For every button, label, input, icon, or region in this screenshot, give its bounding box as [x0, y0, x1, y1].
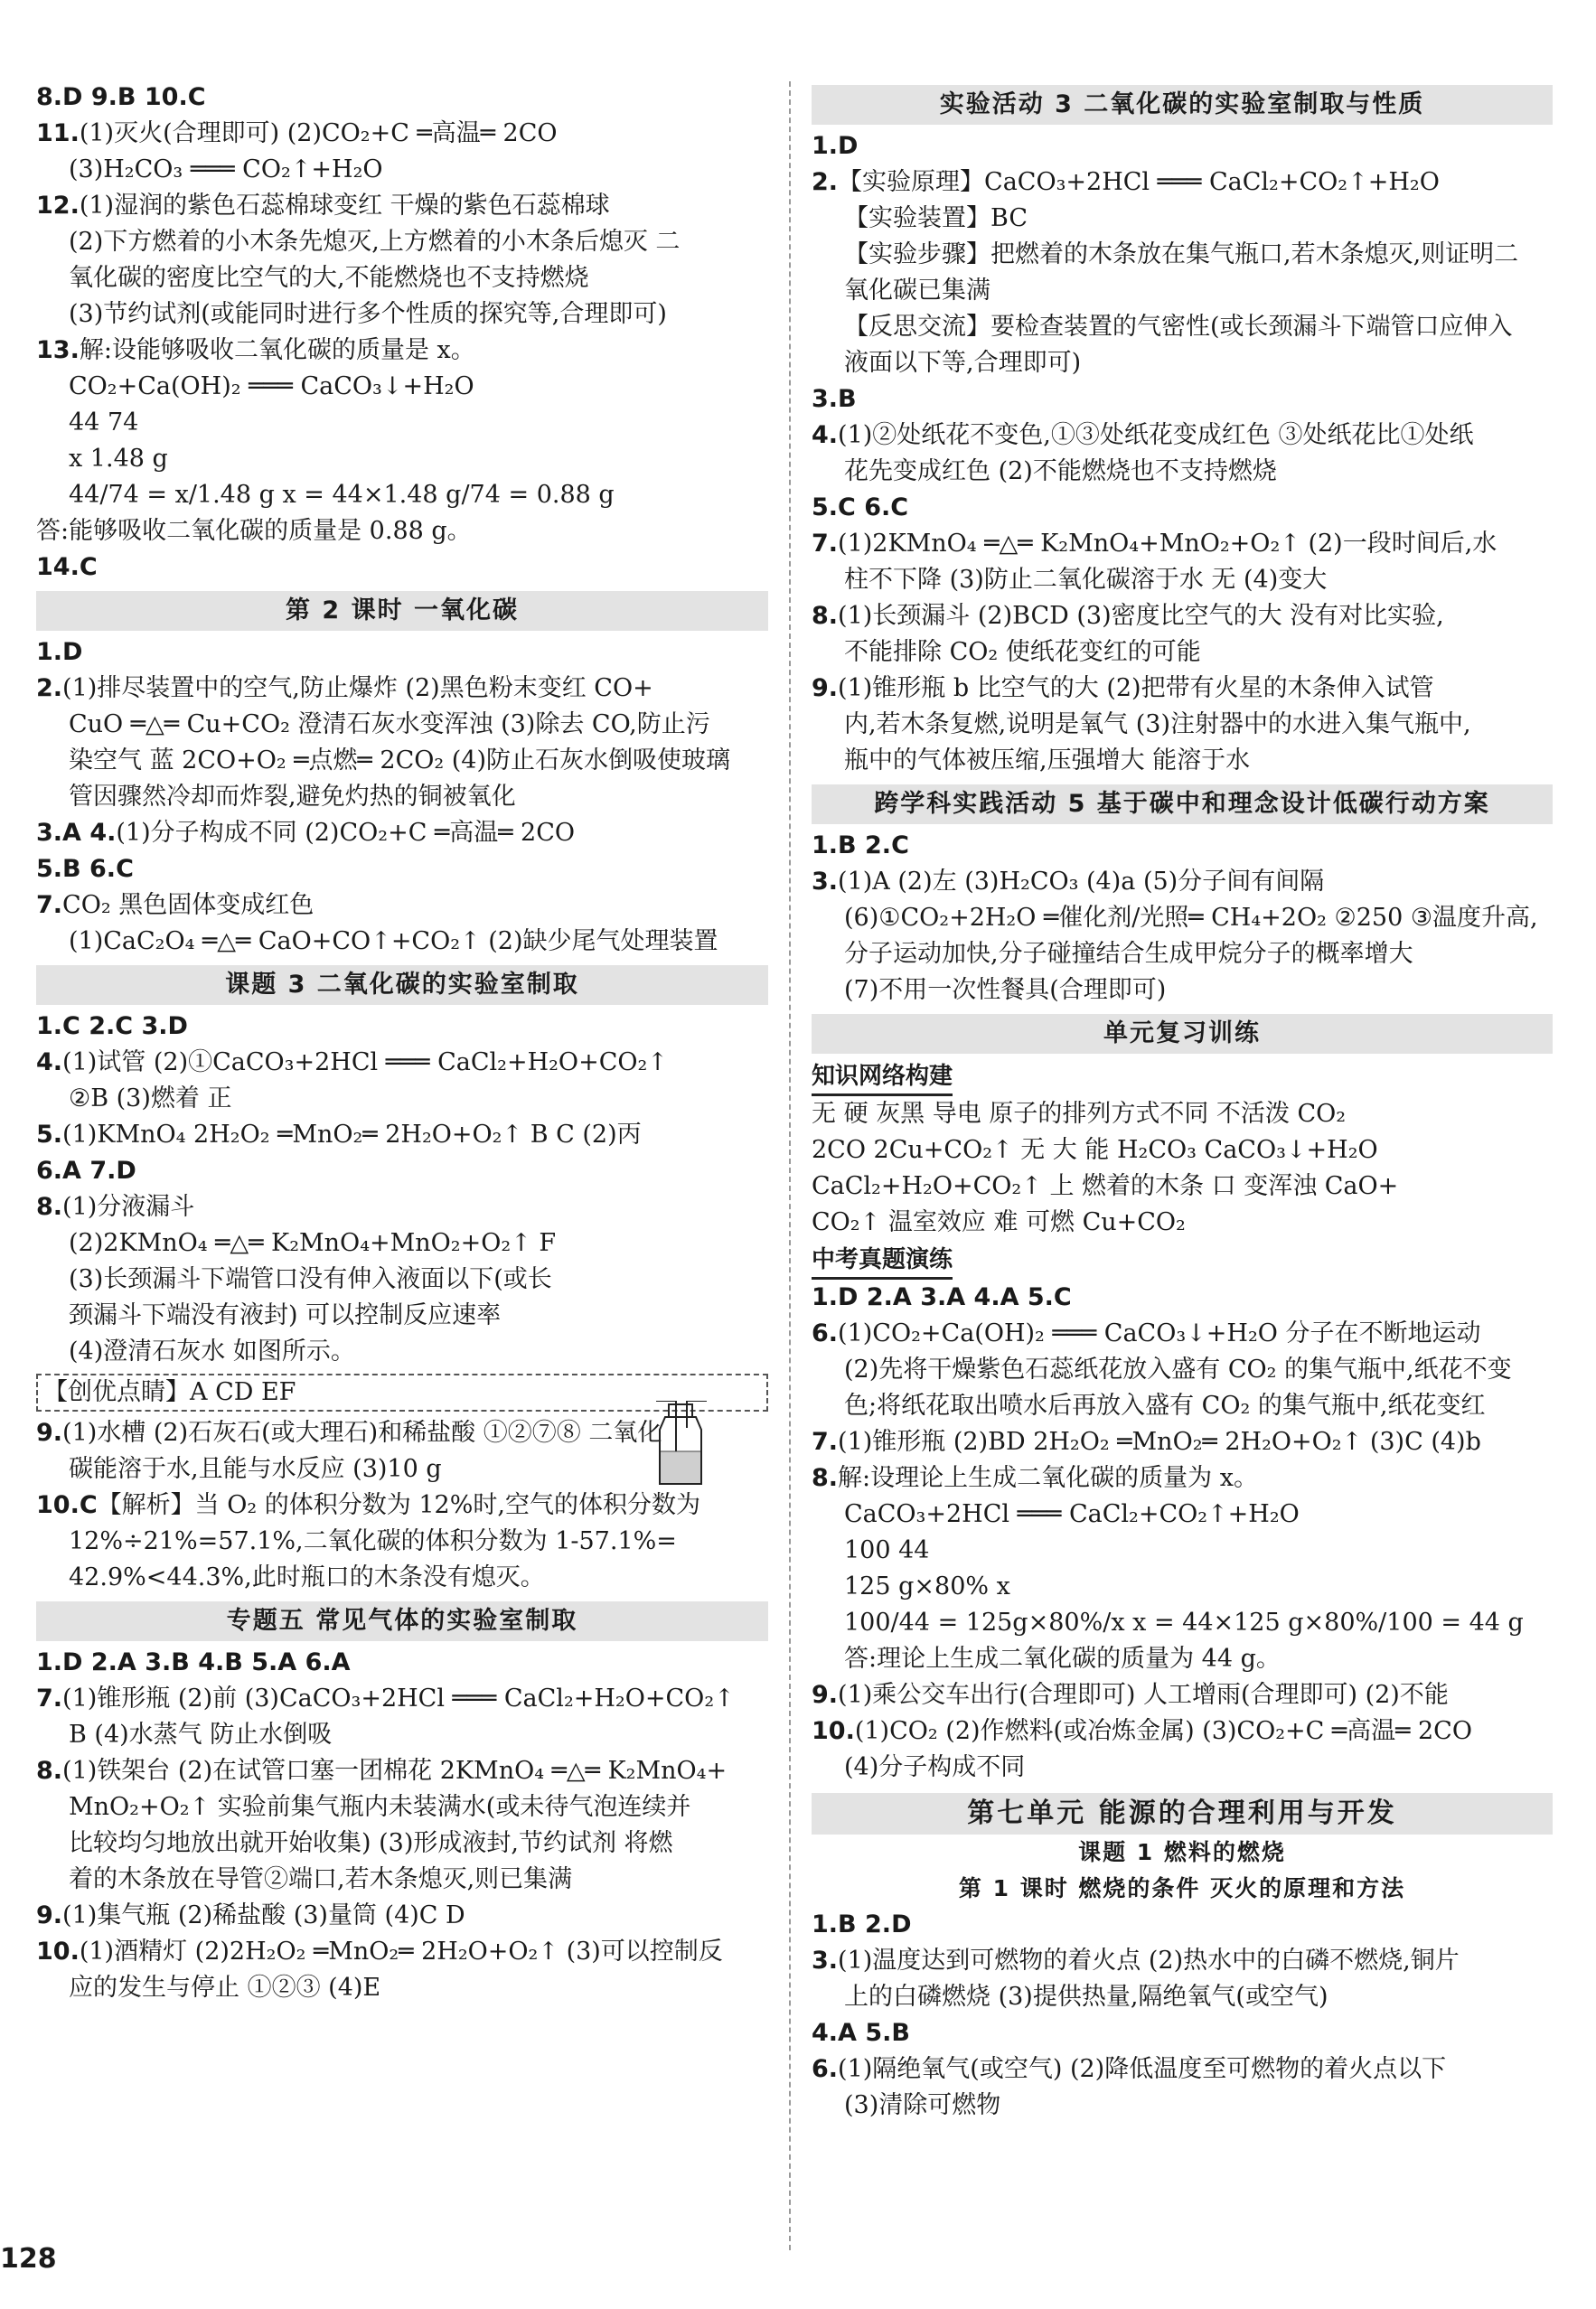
answer-text: (1)水槽 (2)石灰石(或大理石)和稀盐酸 ①②⑦⑧ 二氧化	[62, 1419, 662, 1447]
answer-text: (1)长颈漏斗 (2)BCD (3)密度比空气的大 没有对比实验,	[838, 602, 1444, 630]
answer-line	[36, 1753, 768, 1789]
answer-line	[812, 128, 1553, 164]
question-number: 1.C 2.C 3.D	[36, 1012, 188, 1040]
question-number: 12.	[36, 192, 80, 220]
answer-text: (1)铁架台 (2)在试管口塞一团棉花 2KMnO₄ ═△═ K₂MnO₄+	[62, 1757, 728, 1785]
answer-text: 42.9%<44.3%,此时瓶口的木条没有熄灭。	[69, 1563, 545, 1591]
answer-text: (3)清除可燃物	[844, 2091, 1001, 2119]
answer-text: (2)先将干燥紫色石蕊纸花放入盛有 CO₂ 的集气瓶中,纸花不变	[844, 1356, 1512, 1384]
answer-line	[812, 1096, 1553, 1132]
answer-text: (1)隔绝氧气(或空气) (2)降低温度至可燃物的着火点以下	[838, 2055, 1447, 2083]
answer-text: 着的木条放在导管②端口,若木条熄灭,则已集满	[69, 1865, 573, 1893]
answer-line	[36, 887, 768, 924]
answer-text: (1)CaC₂O₄ ═△═ CaO+CO↑+CO₂↑ (2)缺少尾气处理装置	[69, 927, 718, 955]
answer-line	[36, 1189, 768, 1225]
section-heading: 单元复习训练	[812, 1014, 1553, 1054]
answer-line	[812, 381, 1553, 418]
answer-line	[36, 152, 768, 188]
answer-line	[812, 1641, 1553, 1677]
answer-line	[36, 1298, 768, 1334]
question-number: 9.	[36, 1901, 63, 1929]
answer-text: CO₂ 黑色固体变成红色	[62, 891, 315, 919]
answer-text: 12%÷21%=57.1%,二氧化碳的体积分数为 1-57.1%=	[69, 1527, 677, 1555]
answer-line	[36, 1009, 768, 1045]
answer-line	[812, 309, 1553, 345]
answer-text: 【实验装置】BC	[844, 204, 1028, 232]
answer-text: CaCO₃+2HCl ═══ CaCl₂+CO₂↑+H₂O	[844, 1500, 1300, 1528]
question-number: 7.	[812, 530, 839, 558]
answer-line	[812, 936, 1553, 972]
subsection-tag: 中考真题演练	[812, 1243, 953, 1280]
answer-text: (1)分液漏斗	[62, 1193, 195, 1221]
answer-text: (3)节约试剂(或能同时进行多个性质的探究等,合理即可)	[69, 300, 667, 328]
question-number: 1.B 2.D	[812, 1910, 912, 1938]
answer-text: (1)集气瓶 (2)稀盐酸 (3)量筒 (4)C D	[62, 1901, 465, 1929]
answer-text: 氧化碳已集满	[844, 277, 990, 305]
answer-text: (1)②处纸花不变色,①③处纸花变成红色 ③处纸花比①处纸	[838, 421, 1474, 449]
question-number: 8.D 9.B 10.C	[36, 83, 206, 111]
answer-line	[812, 1388, 1553, 1424]
question-number: 1.D	[36, 638, 83, 666]
answer-line	[36, 513, 768, 549]
answer-line	[812, 1677, 1553, 1713]
answer-line	[36, 80, 768, 116]
answer-text: (1)酒精灯 (2)2H₂O₂ ═MnO₂═ 2H₂O+O₂↑ (3)可以控制反	[79, 1938, 723, 1966]
answer-text: 答:能够吸收二氧化碳的质量是 0.88 g。	[36, 517, 472, 545]
answer-line	[812, 671, 1553, 707]
question-number: 14.C	[36, 553, 98, 581]
column-divider	[789, 81, 791, 2250]
right-column	[812, 80, 1553, 2124]
answer-text: 不能排除 CO₂ 使纸花变红的可能	[844, 638, 1201, 666]
answer-text: 碳能溶于水,且能与水反应 (3)10 g	[69, 1455, 442, 1483]
answer-text: ②B (3)燃着 正	[69, 1084, 232, 1112]
question-number: 10.C	[36, 1491, 98, 1519]
answer-text: 颈漏斗下端没有液封) 可以控制反应速率	[69, 1301, 502, 1329]
answer-text: 【实验步骤】把燃着的木条放在集气瓶口,若木条熄灭,则证明二	[844, 240, 1519, 268]
answer-line	[36, 1334, 768, 1370]
answer-text: 柱不下降 (3)防止二氧化碳溶于水 无 (4)变大	[844, 566, 1328, 594]
answer-line	[812, 1460, 1553, 1497]
answer-text: 应的发生与停止 ①②③ (4)E	[69, 1974, 381, 2002]
question-number: 9.	[36, 1419, 63, 1447]
answer-line	[812, 454, 1553, 490]
answer-text: 【反思交流】要检查装置的气密性(或长颈漏斗下端管口应伸入	[844, 313, 1513, 341]
answer-text: (1)锥形瓶 (2)BD 2H₂O₂ ═MnO₂═ 2H₂O+O₂↑ (3)C (4)b	[838, 1428, 1481, 1456]
answer-line	[812, 828, 1553, 864]
answer-text: (7)不用一次性餐具(合理即可)	[844, 976, 1167, 1004]
answer-line	[36, 1717, 768, 1753]
answer-line	[36, 188, 768, 224]
answer-line	[36, 1117, 768, 1153]
answer-text: (1)湿润的紫色石蕊棉球变红 干燥的紫色石蕊棉球	[79, 192, 610, 220]
section-heading: 实验活动 3 二氧化碳的实验室制取与性质	[812, 85, 1553, 125]
answer-text: 内,若木条复燃,说明是氧气 (3)注射器中的水进入集气瓶中,	[844, 710, 1471, 738]
answer-text: 比较均匀地放出就开始收集) (3)形成液封,节约试剂 将燃	[69, 1829, 673, 1857]
answer-line	[36, 1262, 768, 1298]
answer-text: 无 硬 灰黑 导电 原子的排列方式不同 不活泼 CO₂	[812, 1100, 1347, 1128]
page-number: 128	[0, 2243, 57, 2275]
question-number: 9.	[812, 1681, 839, 1709]
answer-text: (1)排尽装置中的空气,防止爆炸 (2)黑色粉末变红 CO+	[62, 674, 653, 702]
answer-line	[812, 237, 1553, 273]
answer-line	[36, 851, 768, 887]
answer-line	[812, 1605, 1553, 1641]
section-heading: 跨学科实践活动 5 基于碳中和理念设计低碳行动方案	[812, 784, 1553, 824]
answer-line	[36, 1560, 768, 1596]
answer-text: 【解析】当 O₂ 的体积分数为 12%时,空气的体积分数为	[97, 1491, 700, 1519]
answer-text: (6)①CO₂+2H₂O ═催化剂/光照═ CH₄+2O₂ ②250 ③温度升高,	[844, 904, 1538, 932]
answer-line	[812, 418, 1553, 454]
answer-line	[36, 1488, 768, 1524]
answer-text: 解:设能够吸收二氧化碳的质量是 x。	[79, 336, 475, 364]
answer-line	[36, 441, 768, 477]
question-number: 9.	[812, 674, 839, 702]
tip-box: 【创优点睛】A CD EF	[36, 1374, 768, 1412]
question-number: 6.	[812, 2055, 839, 2083]
answer-text: 瓶中的气体被压缩,压强增大 能溶于水	[844, 746, 1251, 774]
answer-text: 管因骤然冷却而炸裂,避免灼热的铜被氧化	[69, 783, 516, 811]
answer-line	[812, 2088, 1553, 2124]
answer-line	[812, 1533, 1553, 1569]
answer-text: 100/44 = 125g×80%/x x = 44×125 g×80%/100 = 44 g	[844, 1609, 1524, 1637]
question-number: 11.	[36, 119, 80, 147]
answer-line	[36, 743, 768, 779]
question-number: 13.	[36, 336, 80, 364]
answer-line	[812, 2015, 1553, 2051]
answer-text: 花先变成红色 (2)不能燃烧也不支持燃烧	[844, 457, 1277, 485]
answer-text: (4)分子构成不同	[844, 1753, 1026, 1781]
answer-line	[812, 1316, 1553, 1352]
question-number: 3.B	[812, 385, 857, 413]
answer-text: (1)试管 (2)①CaCO₃+2HCl ═══ CaCl₂+H₂O+CO₂↑	[62, 1048, 668, 1076]
answer-line	[36, 1153, 768, 1189]
question-number: 6.A 7.D	[36, 1157, 136, 1185]
answer-line	[36, 1524, 768, 1560]
question-number: 1.B 2.C	[812, 831, 909, 859]
answer-text: 染空气 蓝 2CO+O₂ ═点燃═ 2CO₂ (4)防止石灰水倒吸使玻璃	[69, 746, 731, 774]
answer-line	[812, 345, 1553, 381]
question-number: 1.D 2.A 3.B 4.B 5.A 6.A	[36, 1648, 351, 1676]
question-number: 1.D	[812, 132, 859, 160]
answer-line	[36, 1970, 768, 2006]
answer-line	[36, 549, 768, 586]
answer-text: (1)锥形瓶 (2)前 (3)CaCO₃+2HCl ═══ CaCl₂+H₂O+CO₂↑	[62, 1685, 735, 1713]
answer-line	[812, 273, 1553, 309]
answer-text: MnO₂+O₂↑ 实验前集气瓶内未装满水(或未待气泡连续并	[69, 1793, 691, 1821]
answer-text: 色;将纸花取出喷水后再放入盛有 CO₂ 的集气瓶中,纸花变红	[844, 1392, 1486, 1420]
answer-text: (1)KMnO₄ 2H₂O₂ ═MnO₂═ 2H₂O+O₂↑ B C (2)丙	[62, 1121, 642, 1149]
answer-line	[36, 260, 768, 296]
answer-text: (3)长颈漏斗下端管口没有伸入液面以下(或长	[69, 1265, 552, 1293]
section-heading: 课题 3 二氧化碳的实验室制取	[36, 965, 768, 1005]
answer-line	[36, 1789, 768, 1826]
answer-line	[812, 201, 1553, 237]
answer-line	[36, 1826, 768, 1862]
question-number: 2.	[812, 168, 839, 196]
answer-text: x 1.48 g	[69, 445, 168, 473]
answer-text: 解:设理论上生成二氧化碳的质量为 x。	[838, 1464, 1258, 1492]
question-number: 7.	[812, 1428, 839, 1456]
answer-line	[36, 779, 768, 815]
question-number: 5.B 6.C	[36, 855, 134, 883]
lesson-heading: 课题 1 燃料的燃烧	[1078, 1839, 1286, 1865]
question-number: 7.	[36, 891, 63, 919]
answer-text: (2)2KMnO₄ ═△═ K₂MnO₄+MnO₂+O₂↑ F	[69, 1229, 557, 1257]
answer-line	[812, 1280, 1553, 1316]
section-heading: 第 2 课时 一氧化碳	[36, 591, 768, 631]
question-number: 4.	[36, 1048, 63, 1076]
answer-line	[36, 1681, 768, 1717]
answer-line	[812, 1979, 1553, 2015]
answer-text: (1)乘公交车出行(合理即可) 人工增雨(合理即可) (2)不能	[838, 1681, 1449, 1709]
answer-line	[36, 1645, 768, 1681]
answer-text: 【实验原理】CaCO₃+2HCl ═══ CaCl₂+CO₂↑+H₂O	[838, 168, 1440, 196]
question-number: 3.	[812, 1947, 839, 1975]
answer-text: (3)H₂CO₃ ═══ CO₂↑+H₂O	[69, 155, 383, 183]
section-heading: 专题五 常见气体的实验室制取	[36, 1601, 768, 1641]
answer-line	[812, 1943, 1553, 1979]
answer-line	[812, 1132, 1553, 1169]
lesson-heading: 第 1 课时 燃烧的条件 灭火的原理和方法	[958, 1875, 1406, 1901]
answer-text: 2CO 2Cu+CO₂↑ 无 大 能 H₂CO₃ CaCO₃↓+H₂O	[812, 1136, 1378, 1164]
answer-text: CO₂↑ 温室效应 难 可燃 Cu+CO₂	[812, 1208, 1186, 1236]
question-number: 2.	[36, 674, 63, 702]
question-number: 7.	[36, 1685, 63, 1713]
answer-text: 液面以下等,合理即可)	[844, 349, 1082, 377]
answer-text: CuO ═△═ Cu+CO₂ 澄清石灰水变浑浊 (3)除去 CO,防止污	[69, 710, 710, 738]
answer-text: 上的白磷燃烧 (3)提供热量,隔绝氧气(或空气)	[844, 1983, 1328, 2011]
answer-line	[812, 864, 1553, 900]
answer-line	[36, 1045, 768, 1081]
answer-line	[36, 224, 768, 260]
unit-heading: 第七单元 能源的合理利用与开发	[812, 1793, 1553, 1835]
question-number: 3.	[812, 868, 839, 896]
answer-line	[812, 1497, 1553, 1533]
answer-text: (2)下方燃着的小木条先熄灭,上方燃着的小木条后熄灭 二	[69, 228, 681, 256]
answer-line	[812, 164, 1553, 201]
answer-line	[812, 526, 1553, 562]
answer-line	[812, 1352, 1553, 1388]
answer-text: CO₂+Ca(OH)₂ ═══ CaCO₃↓+H₂O	[69, 372, 474, 400]
question-number: 5.	[36, 1121, 63, 1149]
answer-line	[36, 707, 768, 743]
question-number: 6.	[812, 1319, 839, 1347]
question-number: 3.A 4.	[36, 819, 117, 847]
answer-text: 44 74	[69, 408, 139, 436]
answer-line	[36, 1862, 768, 1898]
answer-line	[36, 1225, 768, 1262]
answer-line	[812, 1424, 1553, 1460]
question-number: 5.C 6.C	[812, 493, 909, 521]
answer-text: (1)温度达到可燃物的着火点 (2)热水中的白磷不燃烧,铜片	[838, 1947, 1460, 1975]
question-number: 4.A 5.B	[812, 2019, 910, 2047]
answer-line	[36, 1898, 768, 1934]
answer-text: 答:理论上生成二氧化碳的质量为 44 g。	[844, 1645, 1281, 1673]
answer-line	[812, 1907, 1553, 1943]
answer-text: 分子运动加快,分子碰撞结合生成甲烷分子的概率增大	[844, 940, 1413, 968]
answer-line	[812, 743, 1553, 779]
answer-text: 44/74 = x/1.48 g x = 44×1.48 g/74 = 0.88 g	[69, 481, 615, 509]
answer-line	[812, 598, 1553, 634]
answer-line	[812, 562, 1553, 598]
answer-line	[812, 1713, 1553, 1750]
answer-line	[36, 1934, 768, 1970]
answer-text: CaCl₂+H₂O+CO₂↑ 上 燃着的木条 口 变浑浊 CaO+	[812, 1172, 1399, 1200]
question-number: 10.	[812, 1717, 855, 1745]
question-number: 1.D 2.A 3.A 4.A 5.C	[812, 1283, 1072, 1311]
question-number: 8.	[812, 1464, 839, 1492]
answer-text: (1)锥形瓶 b 比空气的大 (2)把带有火星的木条伸入试管	[838, 674, 1434, 702]
answer-text: (1)CO₂ (2)作燃料(或冶炼金属) (3)CO₂+C ═高温═ 2CO	[854, 1717, 1472, 1745]
answer-line	[36, 671, 768, 707]
answer-line	[812, 972, 1553, 1009]
answer-line	[812, 900, 1553, 936]
gas-bottle-diagram	[649, 1401, 712, 1488]
answer-line	[36, 924, 768, 960]
answer-line	[36, 815, 768, 851]
answer-text: 100 44	[844, 1536, 930, 1564]
answer-line	[36, 369, 768, 405]
answer-line	[36, 333, 768, 369]
answer-line	[812, 1750, 1553, 1786]
answer-line	[36, 1081, 768, 1117]
answer-line	[812, 1169, 1553, 1205]
question-number: 8.	[36, 1757, 63, 1785]
answer-line	[812, 1569, 1553, 1605]
answer-text: (1)灭火(合理即可) (2)CO₂+C ═高温═ 2CO	[79, 119, 558, 147]
question-number: 10.	[36, 1938, 80, 1966]
answer-text: (1)A (2)左 (3)H₂CO₃ (4)a (5)分子间有间隔	[838, 868, 1325, 896]
answer-line	[812, 1205, 1553, 1241]
answer-line	[36, 296, 768, 333]
answer-text: (1)2KMnO₄ ═△═ K₂MnO₄+MnO₂+O₂↑ (2)一段时间后,水	[838, 530, 1497, 558]
answer-line	[36, 634, 768, 671]
answer-line	[36, 477, 768, 513]
question-number: 8.	[812, 602, 839, 630]
answer-line	[812, 2051, 1553, 2088]
answer-text: (1)分子构成不同 (2)CO₂+C ═高温═ 2CO	[116, 819, 576, 847]
answer-text: 125 g×80% x	[844, 1572, 1010, 1600]
answer-line	[812, 490, 1553, 526]
answer-line	[812, 634, 1553, 671]
answer-text: 氧化碳的密度比空气的大,不能燃烧也不支持燃烧	[69, 264, 589, 292]
answer-text: (4)澄清石灰水 如图所示。	[69, 1338, 355, 1366]
answer-text: B (4)水蒸气 防止水倒吸	[69, 1721, 333, 1749]
left-column	[36, 80, 768, 2006]
answer-line	[36, 405, 768, 441]
answer-line	[812, 707, 1553, 743]
question-number: 4.	[812, 421, 839, 449]
answer-text: (1)CO₂+Ca(OH)₂ ═══ CaCO₃↓+H₂O 分子在不断地运动	[838, 1319, 1481, 1347]
subsection-tag: 知识网络构建	[812, 1059, 953, 1096]
question-number: 8.	[36, 1193, 63, 1221]
answer-line	[36, 116, 768, 152]
